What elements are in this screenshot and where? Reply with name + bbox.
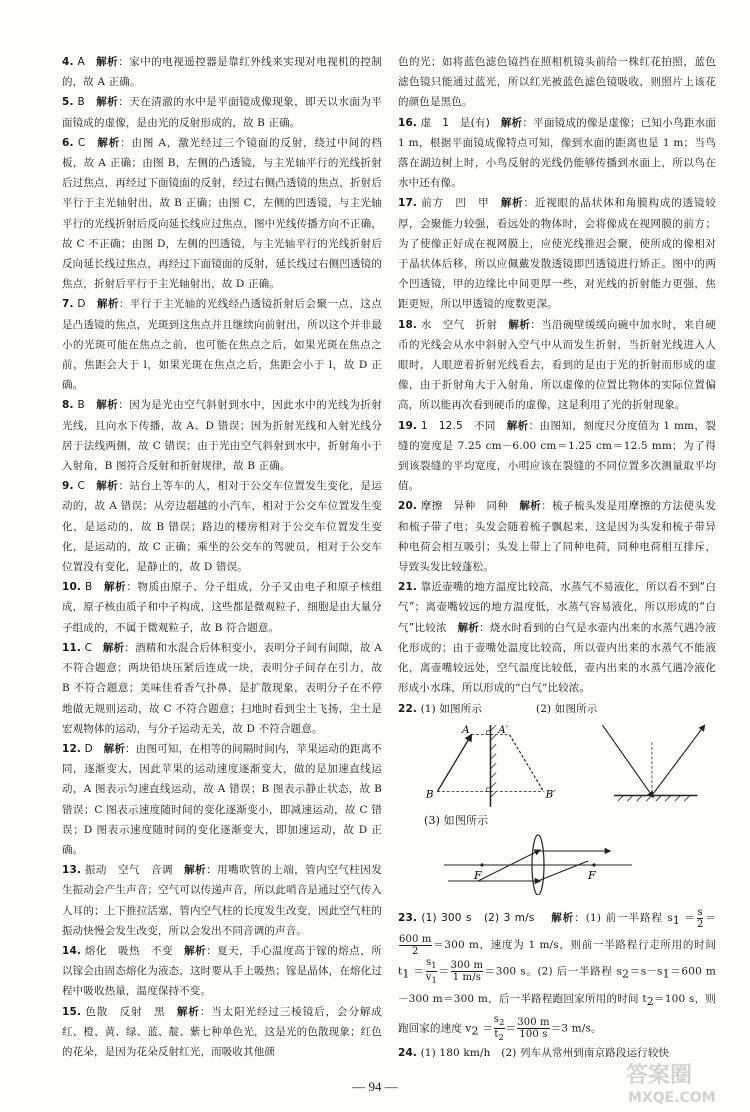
answer-text: 水 空气 折射 bbox=[420, 318, 498, 331]
question-number: 14. bbox=[62, 944, 82, 957]
explanation-label: 解析 bbox=[96, 96, 119, 109]
explanation-text-4: ＝s－s bbox=[629, 965, 663, 978]
explanation-text: ：用嘴吹管的上端，管内空气柱因发生振动会产生声音；空气可以传递声音，所以此哨音是通过空气传入人耳的；上下推拉活塞，管内空气柱的长度发生改变，因此空气柱的振动快慢会发生改变，所以会发出不同音调的声音。 bbox=[62, 864, 382, 937]
answer-text: D bbox=[84, 742, 93, 755]
answer-item bbox=[62, 739, 382, 860]
answer-paragraph bbox=[62, 860, 382, 941]
answer-paragraph bbox=[62, 395, 382, 476]
explanation-text: ：当太阳光经过三棱镜后，会分解成红、橙、黄、绿、蓝、靛、紫七种单色光，这是光的色散现象；红色的花朵，是因为花朵反射红光，而吸收其他颜 bbox=[62, 1005, 382, 1058]
answer-text: C bbox=[77, 136, 86, 149]
explanation-text: ：由图知，刻度尺分度值为 1 mm，裂缝的宽度是 7.25 cm－6.00 cm＝1.25 cm＝12.5 mm；为了得到该裂缝的平均宽度，小明应该在裂缝的不同位置多次测量取平均值。 bbox=[398, 419, 716, 493]
explanation-label: 解析 bbox=[508, 318, 531, 331]
left-column bbox=[62, 52, 382, 1062]
explanation-label: 解析 bbox=[506, 419, 529, 432]
answer-item bbox=[62, 577, 382, 638]
question-number: 10. bbox=[62, 581, 82, 594]
answer-paragraph bbox=[62, 577, 382, 638]
lens-diagram-wrap bbox=[438, 831, 716, 902]
answer-text: 摩擦 异种 同种 bbox=[420, 500, 509, 513]
point-B: B bbox=[425, 788, 434, 801]
explanation-text: ：梳子梳头发是用摩擦的方法使头发和梳子带了电；头发会随着梳子飘起来，这是因为头发和梳子带异种电荷会相互吸引；头发上带上了同种电荷，同种电荷相互排斥，导致头发比较蓬松。 bbox=[398, 500, 716, 574]
explanation-label: 解析 bbox=[184, 944, 207, 957]
answer-item bbox=[62, 133, 382, 295]
answer-text: 熔化 吸热 不变 bbox=[84, 944, 174, 957]
answer-item bbox=[62, 294, 382, 395]
answer-paragraph bbox=[62, 1002, 382, 1063]
answer-paragraph bbox=[398, 315, 716, 416]
explanation-label: 解析 bbox=[551, 912, 575, 925]
explanation-label: 解析 bbox=[96, 298, 119, 311]
question-number: 21. bbox=[398, 581, 418, 594]
point-A-prime: A′ bbox=[498, 723, 509, 736]
answer-item bbox=[398, 52, 716, 113]
explanation-text-5: ＝600 m－300 m＝300 m，后一半路程跑回家所用的时间 t bbox=[398, 965, 716, 1005]
explanation-text-2: ＝300 m，速度为 1 m/s，则前一半路程行走所用的时间 t bbox=[398, 939, 716, 978]
question-number: 17. bbox=[398, 197, 418, 210]
answer-item-23 bbox=[398, 906, 716, 1043]
right-column bbox=[398, 52, 716, 1064]
question-number: 5. bbox=[62, 96, 74, 109]
explanation-text: ：站台上等车的人，相对于公交车位置发生变化，是运动的，故 A 错误；从旁边超越的小汽车，相对于公交车位置发生变化，是运动的，故 B 错误；路边的楼房相对于公交车位置发生变化，是运动的，故 C 正确；乘坐的公交车的驾驶员，相对于公交车位置没有变化，是静止的，故 D 错误。 bbox=[62, 480, 382, 574]
explanation-label: 解析 bbox=[96, 399, 119, 412]
answer-item bbox=[62, 941, 382, 1002]
diagram-caption-3: (3) 如图所示 bbox=[424, 813, 489, 827]
answer-item bbox=[398, 315, 716, 416]
explanation-label: 解析 bbox=[103, 742, 126, 755]
answer-paragraph bbox=[398, 496, 716, 577]
explanation-text: ：由图 A，激光经过三个镜面的反射，绕过中间的档板，故 A 正确；由图 B，左侧的凸透镜，与主光轴平行的光线折射后过焦点，再经过下面镜面的反射，经过右侧凸透镜的焦点，折射后平行于主光轴射出，故 B 正确；由图 C，左侧的凹透镜，与主光轴平行的光线折射后反向延长线应过焦点，图中光线传播方向不正确，故 C 不正确；由图 D，左侧的凹透镜，与主光轴平行的光线折射后反向延长线过焦点，再经过下面镜面的反射，延长线过右侧凹透镜的焦点，折射后平行于主光轴射出，故 D 正确。 bbox=[62, 136, 382, 291]
answer-paragraph bbox=[62, 476, 382, 577]
answer-text: 1 12.5 不同 bbox=[420, 419, 496, 432]
reflection-diagram bbox=[593, 721, 717, 811]
page-number: — 94 — bbox=[352, 1079, 398, 1094]
answer-text: 色散 反射 黑 bbox=[85, 1005, 166, 1018]
explanation-text-1: ：(1) 前一半路程 s bbox=[574, 912, 673, 925]
explanation-text: 色的光；如将蓝色滤色镜挡在照相机镜头前给一株红花拍照，蓝色滤色镜只能通过蓝光，所以红光被蓝色滤色镜吸收，则照片上该花的颜色是黑色。 bbox=[398, 56, 716, 109]
question-number: 19. bbox=[398, 419, 418, 432]
question-number: 24. bbox=[398, 1047, 418, 1060]
answer-text: D bbox=[77, 298, 86, 311]
explanation-label: 解析 bbox=[184, 864, 207, 877]
explanation-text: ：酒精和水混合后体积变小，表明分子间有间隙，故 A 不符合题意；两块铅块压紧后连成一块，表明分子间存在引力，故 B 不符合题意；美味佳肴香气扑鼻，是扩散现象，表明分子在不停地做无规则运动，故 C 不符合题意；扫地时看到尘土飞扬，尘土是宏观物体的运动，与分子运动无关，故 D 不符合题意。 bbox=[62, 641, 382, 735]
question-number: 16. bbox=[398, 116, 418, 129]
answer-paragraph bbox=[62, 133, 382, 295]
lens-diagram bbox=[438, 831, 638, 895]
explanation-text: ：因为是光由空气斜射到水中，因此水中的光线为折射光线，且向水下传播，故 A、D 错误；因为折射光线和入射光线分居于法线两侧，故 C 错误；由于光由空气斜射到水中，折射角小于入射角，B 图符合反射和折射规律，故 B 正确。 bbox=[62, 399, 382, 473]
question-number: 18. bbox=[398, 318, 418, 331]
diagram-caption-2: (2) 如图所示 bbox=[535, 702, 598, 715]
explanation-text: ：烧水时看到的白气是水壶内出来的水蒸气遇冷液化形成的；由于壶嘴处温度比较高，所以壶内出来的水蒸气不能液化，离壶嘴较远处，空气温度比较低，壶内出来的水蒸气遇冷液化形成小水珠，所以形成的“白气”比较浓。 bbox=[398, 621, 716, 695]
point-B-prime: B′ bbox=[545, 788, 556, 801]
answer-text: A bbox=[77, 56, 85, 68]
question-number: 12. bbox=[62, 742, 82, 755]
explanation-label: 解析 bbox=[102, 641, 125, 654]
explanation-text: ：当沿碗壁缓缓向碗中加水时，来自硬币的光线会从水中斜射入空气中从而发生折射，当折射光线进入人眼时，人眼逆着折射光线看去，看到的是由于光的折射而形成的虚像，由于折射角大于入射角，所以虚像的位置比物体的实际位置偏高，所以能再次看到硬币的虚像，这是利用了光的折射现象。 bbox=[398, 318, 716, 412]
answer-item bbox=[398, 577, 716, 698]
watermark-title: 答案圈 bbox=[626, 1063, 693, 1088]
explanation-text: ：平行于主光轴的光线经凸透镜折射后会聚一点，这点是凸透镜的焦点，光斑到这焦点并且继续向前射出，所以这个并非最小的光斑可能在焦点之前，也可能在焦点之后，如果光斑在焦点之前，焦距会大于 l，如果光斑在焦点之后，焦距会小于 l，故 D 正确。 bbox=[62, 298, 382, 392]
explanation-label: 解析 bbox=[96, 480, 119, 493]
watermark-url: MXQE.COM bbox=[628, 1090, 716, 1106]
question-number: 11. bbox=[62, 641, 82, 654]
explanation-text: ：天在清澈的水中是平面镜成像现象，即天以水面为平面镜成的虚像，是由光的反射形成的，故 B 正确。 bbox=[62, 96, 382, 129]
answer-text: B bbox=[77, 96, 85, 109]
question-number: 7. bbox=[62, 298, 74, 311]
answer-text: 振动 空气 音调 bbox=[84, 864, 174, 877]
answer-text: B bbox=[77, 399, 85, 412]
watermark-logo bbox=[622, 1056, 744, 1108]
answer-item bbox=[62, 92, 382, 132]
answer-item-22 bbox=[398, 699, 716, 903]
answer-text: (1) 300 s (2) 3 m/s bbox=[421, 912, 535, 925]
explanation-label: 解析 bbox=[457, 621, 480, 634]
answer-item bbox=[398, 416, 716, 497]
answer-text: C bbox=[77, 480, 85, 493]
answer-text: (1) 180 km/h (2) 列车从常州到南京路段运行较快 bbox=[420, 1047, 670, 1060]
answer-paragraph bbox=[398, 577, 716, 698]
answer-paragraph bbox=[398, 699, 716, 719]
answer-item bbox=[62, 860, 382, 941]
answer-item bbox=[398, 496, 716, 577]
explanation-label: 解析 bbox=[519, 500, 542, 513]
answer-item bbox=[398, 193, 716, 314]
question-number: 8. bbox=[62, 399, 74, 412]
answer-item bbox=[398, 113, 716, 194]
question-number: 6. bbox=[62, 136, 74, 149]
explanation-text-7: ＝3 m/s。 bbox=[550, 1022, 602, 1035]
answer-paragraph bbox=[62, 941, 382, 1002]
answer-paragraph bbox=[62, 92, 382, 132]
answer-paragraph bbox=[62, 638, 382, 739]
answer-text: 虚 1 是(有) bbox=[420, 116, 491, 129]
answer-text: B bbox=[85, 581, 93, 594]
question-number: 15. bbox=[62, 1005, 82, 1018]
question-number: 20. bbox=[398, 500, 418, 513]
answer-text: 靠近壶嘴的地方温度比较高，水蒸气不易液化，所以看不到“白气”；离壶嘴较远的地方温度低，水蒸气容易液化，所以形成的“白气”比较浓 bbox=[398, 581, 716, 634]
explanation-text: ：由图可知，在相等的间隔时间内，苹果运动的距离不同，逐渐变大，因此苹果的运动速度逐渐变大，做的是加速直线运动，A 图表示匀速直线运动，故 A 错误；B 图表示静止状态，故 B 错误；C 图表示速度随时间的变化逐渐变小，即减速运动，故 C 错误；D 图表示速度随时间的变化逐渐变大，即加速运动，故 D 正确。 bbox=[62, 742, 382, 856]
explanation-text: ：家中的电视遥控器是靠红外线来实现对电视机的控制的，故 A 正确。 bbox=[62, 56, 382, 89]
mirror-image-diagram bbox=[424, 721, 567, 811]
answer-text: C bbox=[84, 641, 93, 654]
explanation-text: ：平面镜成的像是虚像；已知小鸟距水面 1 m，根据平面镜成像特点可知，像到水面的距离也是 1 m；当鸟落在湖边树上时，小鸟反射的光线仍能够传播到水面上，所以鸟在水中还有像。 bbox=[398, 116, 716, 190]
focus-left: F bbox=[474, 868, 482, 882]
explanation-label: 解析 bbox=[104, 581, 127, 594]
answer-paragraph bbox=[398, 113, 716, 194]
explanation-text: ：夏天，手心温度高于镓的熔点，所以镓会由固态熔化为液态，这时要从手上吸热；镓是晶体，在熔化过程中吸收热量，温度保持不变。 bbox=[62, 944, 382, 998]
explanation-label: 解析 bbox=[500, 116, 523, 129]
answer-paragraph bbox=[398, 52, 716, 113]
question-number: 13. bbox=[62, 864, 82, 877]
answer-item bbox=[62, 52, 382, 92]
answer-paragraph bbox=[398, 416, 716, 497]
question-number: 23. bbox=[398, 912, 418, 925]
explanation-label: 解析 bbox=[97, 136, 121, 149]
explanation-label: 解析 bbox=[96, 56, 119, 68]
question-number: 4. bbox=[62, 56, 74, 68]
explanation-text: ：物质由原子、分子组成，分子又由电子和原子核组成，原子核由质子和中子构成，这些都是微观粒子，细胞是由大量分子组成的，不属于微观粒子，故 B 符合题意。 bbox=[62, 581, 382, 634]
question-number: 22. bbox=[398, 702, 418, 715]
point-A: A bbox=[462, 723, 470, 736]
answer-item bbox=[62, 395, 382, 476]
explanation-text-3: ＝300 s。(2) 后一半路程 s bbox=[484, 965, 623, 978]
focus-right: F bbox=[588, 868, 596, 882]
answer-paragraph bbox=[62, 294, 382, 395]
answer-item bbox=[62, 638, 382, 739]
answer-paragraph bbox=[398, 193, 716, 314]
answer-item bbox=[62, 476, 382, 577]
explanation-text: ：近视眼的晶状体和角膜构成的透镜较厚，会聚能力较强，看远处的物体时，会将像成在视网膜的前方；为了使像正好成在视网膜上，应使光线推迟会聚，使所成的像相对于晶状体后移，所以应佩戴发散透镜即凹透镜进行矫正。图中的两个凹透镜，甲的边缘比中间更厚一些，对光线的折射能力更强，焦距更短，所以甲透镜的度数更深。 bbox=[398, 197, 716, 311]
answer-paragraph: 23. (1) 300 s (2) 3 m/s 解析：(1) 前一半路程 $s_1$ ＝ $\frac{s}{2}$ ＝ $\frac{600 m}{2}$ ＝300 m，速度为 1 m/s，则前一半路程行走所用的时间 $t_1$ ＝ $\frac{s_1}{v_1}$ ＝ $\frac{300 m}{1 m/s}$ ＝300 s。(2) 后一半路程 $s_2=s-s_1=600$ m－300 m＝300 m，后一半路程跑回家所用的时间 $t_2=100$ s，则跑回家的速度 $v_2$ ＝ $\frac{s_2}{t_2}$ ＝ $\frac{300 m}{100 s}$ ＝3 m/s。 bbox=[398, 906, 716, 1042]
explanation-label: 解析 bbox=[500, 197, 524, 210]
answer-paragraph bbox=[62, 52, 382, 92]
question-number: 9. bbox=[62, 480, 74, 493]
answer-text: 前方 凹 甲 bbox=[421, 197, 490, 210]
answer-item bbox=[62, 1002, 382, 1063]
diagram-caption-1: (1) 如图所示 bbox=[420, 702, 482, 715]
answer-paragraph bbox=[62, 739, 382, 860]
explanation-text-6: ＝100 s，则跑回家的速度 v bbox=[398, 992, 716, 1035]
diagram-row bbox=[424, 721, 716, 811]
explanation-label: 解析 bbox=[176, 1005, 200, 1018]
